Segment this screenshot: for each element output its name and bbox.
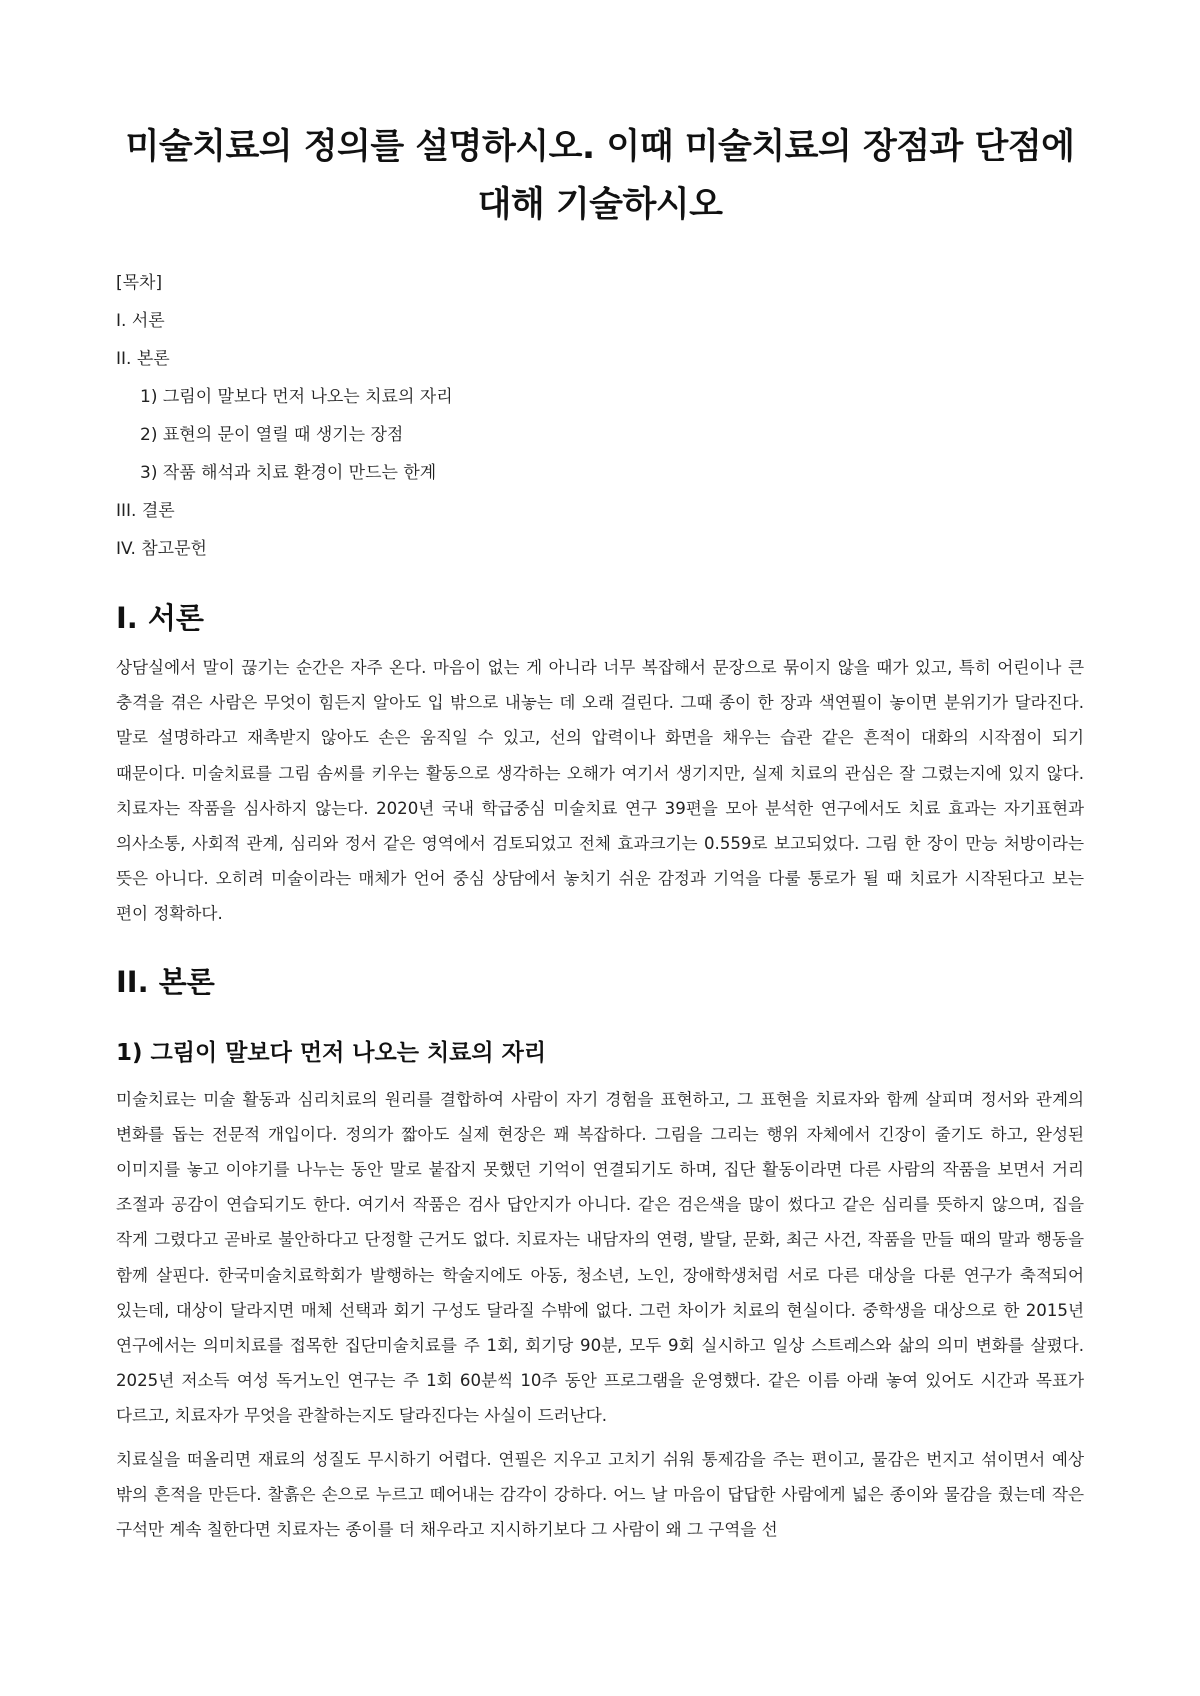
toc-item-body-sub3: 3) 작품 해석과 치료 환경이 만드는 한계: [140, 463, 437, 483]
toc-item-body-sub1: 1) 그림이 말보다 먼저 나오는 치료의 자리: [140, 387, 453, 407]
toc-item-references: IV. 참고문헌: [116, 539, 207, 559]
toc-heading: [목차]: [116, 273, 163, 293]
toc-item-body: II. 본론: [116, 349, 170, 369]
toc-item-body-sub2: 2) 표현의 문이 열릴 때 생기는 장점: [140, 425, 404, 445]
subsection-heading-1: 1) 그림이 말보다 먼저 나오는 치료의 자리: [116, 1039, 547, 1066]
toc-item-intro: I. 서론: [116, 311, 165, 331]
subsection-1-paragraph-1: 미술치료는 미술 활동과 심리치료의 원리를 결합하여 사람이 자기 경험을 표현하고, 그 표현을 치료자와 함께 살피며 정서와 관계의 변화를 돕는 전문적 개입이다. 정의가 짧아도 실제 현장은 꽤 복잡하다. 그림을 그리는 행위 자체에서 긴장이 줄기도 하고, 완성된 이미지를 놓고 이야기를 나누는 동안 말로 붙잡지 못했던 기억이 연결되기도 하며, 집단 활동이라면 다른 사람의 작품을 보면서 거리 조절과 공감이 연습되기도 한다. 여기서 작품은 검사 답안지가 아니다. 같은 검은색을 많이 썼다고 같은 심리를 뜻하지 않으며, 집을 작게 그렸다고 곧바로 불안하다고 단정할 근거도 없다. 치료자는 내담자의 연령, 발달, 문화, 최근 사건, 작품을 만들 때의 말과 행동을 함께 살핀다. 한국미술치료학회가 발행하는 학술지에도 아동, 청소년, 노인, 장애학생처럼 서로 다른 대상을 다룬 연구가 축적되어 있는데, 대상이 달라지면 매체 선택과 회기 구성도 달라질 수밖에 없다. 그런 차이가 치료의 현실이다. 중학생을 대상으로 한 2015년 연구에서는 의미치료를 접목한 집단미술치료를 주 1회, 회기당 90분, 모두 9회 실시하고 일상 스트레스와 삶의 의미 변화를 살폈다. 2025년 저소득 여성 독거노인 연구는 주 1회 60분씩 10주 동안 프로그램을 운영했다. 같은 이름 아래 놓여 있어도 시간과 목표가 다르고, 치료자가 무엇을 관찰하는지도 달라진다는 사실이 드러난다.: [116, 1089, 1084, 1426]
table-of-contents: [116, 264, 1084, 568]
section-heading-intro: I. 서론: [116, 601, 204, 635]
subsection-1-paragraph-2: 치료실을 떠올리면 재료의 성질도 무시하기 어렵다. 연필은 지우고 고치기 쉬워 통제감을 주는 편이고, 물감은 번지고 섞이면서 예상 밖의 흔적을 만든다. 찰흙은 손으로 누르고 떼어내는 감각이 강하다. 어느 날 마음이 답답한 사람에게 넓은 종이와 물감을 줬는데 작은 구석만 계속 칠한다면 치료자는 종이를 더 채우라고 지시하기보다 그 사람이 왜 그 구역을 선: [116, 1449, 1084, 1540]
section-heading-body: II. 본론: [116, 964, 215, 999]
intro-paragraph: 상담실에서 말이 끊기는 순간은 자주 온다. 마음이 없는 게 아니라 너무 복잡해서 문장으로 묶이지 않을 때가 있고, 특히 어린이나 큰 충격을 겪은 사람은 무엇이 힘든지 알아도 입 밖으로 내놓는 데 오래 걸린다. 그때 종이 한 장과 색연필이 놓이면 분위기가 달라진다. 말로 설명하라고 재촉받지 않아도 손은 움직일 수 있고, 선의 압력이나 화면을 채우는 습관 같은 흔적이 대화의 시작점이 되기 때문이다. 미술치료를 그림 솜씨를 키우는 활동으로 생각하는 오해가 여기서 생기지만, 실제 치료의 관심은 잘 그렸는지에 있지 않다. 치료자는 작품을 심사하지 않는다. 2020년 국내 학급중심 미술치료 연구 39편을 모아 분석한 연구에서도 치료 효과는 자기표현과 의사소통, 사회적 관계, 심리와 정서 같은 영역에서 검토되었고 전체 효과크기는 0.559로 보고되었다. 그림 한 장이 만능 처방이라는 뜻은 아니다. 오히려 미술이라는 매체가 언어 중심 상담에서 놓치기 쉬운 감정과 기억을 다룰 통로가 될 때 치료가 시작된다고 보는 편이 정확하다.: [116, 658, 1084, 924]
toc-item-conclusion: III. 결론: [116, 501, 175, 521]
document-title: 미술치료의 정의를 설명하시오. 이때 미술치료의 장점과 단점에 대해 기술하시오: [125, 127, 1075, 225]
